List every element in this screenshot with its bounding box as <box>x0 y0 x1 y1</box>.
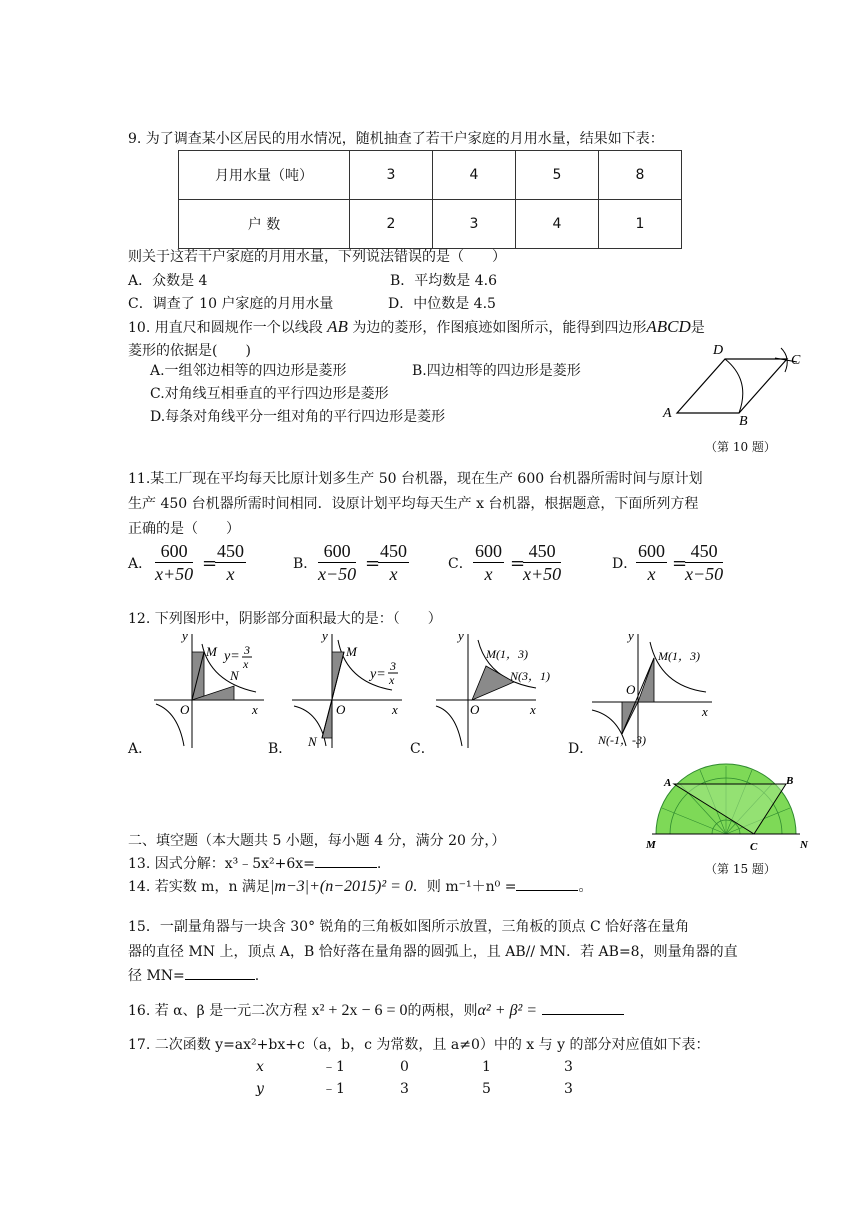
function-label: y= <box>370 667 386 682</box>
section-heading: 二、填空题（本大题共 5 小题，每小题 4 分，满分 20 分，） <box>128 833 506 849</box>
table-row <box>179 200 682 249</box>
q16-equation: x² + 2x − 6 = 0 <box>311 1002 408 1019</box>
q11-line3: 正确的是（ ） <box>128 521 240 537</box>
label-a: A <box>664 777 672 789</box>
water-usage-table <box>178 150 682 249</box>
q11-a-left-fraction <box>155 540 193 585</box>
q14-end: 。 <box>578 879 593 895</box>
q11-d-left-fraction <box>636 540 667 585</box>
point-n-label: N <box>308 734 317 749</box>
q17-x-label: x <box>256 1059 264 1075</box>
answer-blank[interactable] <box>516 890 578 891</box>
point-n-label: N(3，1) <box>510 669 550 683</box>
answer-blank[interactable] <box>185 979 255 980</box>
q9-option-a: A．众数是 4 <box>128 273 208 289</box>
q12-option-a: A． <box>128 741 153 757</box>
denominator: x−50 <box>685 564 724 584</box>
label-n: N <box>800 839 808 851</box>
q15-end: . <box>254 968 260 984</box>
q10-stem-part1: 10. 用直尺和圆规作一个以线段 <box>128 320 323 336</box>
label-b: B <box>739 414 748 429</box>
q11-c-left-fraction <box>473 540 504 585</box>
answer-blank[interactable] <box>315 867 377 868</box>
x-label: x <box>702 704 708 719</box>
q12-option-c: C． <box>410 741 435 757</box>
label-b: B <box>786 775 794 787</box>
q11-option-d-label: D． <box>612 556 638 572</box>
x-label: x <box>252 702 258 717</box>
origin-label: O <box>180 702 190 717</box>
denominator: x <box>226 564 235 584</box>
denominator: x <box>389 564 398 584</box>
label-a: A <box>663 406 672 421</box>
q10-stem-line2: 菱形的依据是( ) <box>128 343 251 359</box>
numerator: 600 <box>318 540 356 563</box>
equals-sign: = <box>672 553 688 574</box>
point-m-label: M <box>206 644 217 659</box>
q11-c-right-fraction <box>523 540 561 585</box>
q11-b-right-fraction <box>378 540 409 585</box>
protractor-figure <box>640 760 815 856</box>
q9-question: 则关于这若干户家庭的月用水量，下列说法错误的是（ ） <box>128 249 506 265</box>
q11-option-b-label: B． <box>293 556 318 572</box>
shaded-region <box>472 666 514 700</box>
q14-text-a: 14. 若实数 m，n 满足 <box>128 879 270 895</box>
q17-y-value: ﹣1 <box>322 1081 345 1097</box>
numerator: 450 <box>523 540 561 563</box>
table-cell: 1 <box>599 200 682 249</box>
q17-y-value: 5 <box>482 1081 491 1097</box>
label-c: C <box>750 841 758 853</box>
table-cell: 3 <box>350 151 433 200</box>
q11-d-right-fraction <box>685 540 723 585</box>
q11-a-right-fraction <box>215 540 246 585</box>
q17-y-value: 3 <box>400 1081 409 1097</box>
q9-option-c: C．调查了 10 户家庭的月用水量 <box>128 296 334 312</box>
table-row <box>179 151 682 200</box>
x-label: x <box>392 702 398 717</box>
equals-sign: = <box>510 553 526 574</box>
table-cell: 4 <box>516 200 599 249</box>
numerator: 600 <box>155 540 193 563</box>
q17-x-value: ﹣1 <box>322 1059 345 1075</box>
hyperbola-branch <box>436 706 462 746</box>
rhombus-abcd <box>677 359 787 413</box>
q17-stem: 17. 二次函数 y=ax²+bx+c（a，b，c 为常数，且 a≠0）中的 x 与 y 的部分对应值如下表： <box>128 1037 710 1053</box>
point-m-label: M <box>346 644 357 659</box>
q13-text: 13. 因式分解：x³﹣5x²+6x= <box>128 856 315 872</box>
numerator: 450 <box>380 541 407 561</box>
q12-option-d: D． <box>568 741 594 757</box>
y-label: y <box>322 630 328 643</box>
numerator: 600 <box>638 541 665 561</box>
q15-line3 <box>128 967 259 985</box>
denominator: x <box>484 564 493 584</box>
q17-x-value: 0 <box>400 1059 409 1075</box>
q13 <box>128 855 381 873</box>
q16-expression: α² + β² = <box>477 1002 538 1019</box>
q10-option-b: B.四边相等的四边形是菱形 <box>412 363 581 379</box>
y-label: y <box>458 630 464 643</box>
numerator: 450 <box>685 540 723 563</box>
table-cell: 8 <box>599 151 682 200</box>
point-n-label: N <box>230 668 239 683</box>
q11-option-c-label: C． <box>448 556 473 572</box>
x-label: x <box>530 702 536 717</box>
function-numerator: 3 <box>390 659 396 673</box>
function-denominator: x <box>243 657 249 671</box>
table-cell: 户 数 <box>179 200 350 249</box>
y-label: y <box>628 630 634 643</box>
q10-option-c: C.对角线互相垂直的平行四边形是菱形 <box>150 386 389 402</box>
q17-y-value: 3 <box>564 1081 573 1097</box>
q10-caption: （第 10 题） <box>705 440 776 454</box>
table-cell: 5 <box>516 151 599 200</box>
q11-option-a-label: A． <box>128 556 153 572</box>
function-denominator: x <box>389 673 395 687</box>
equals-sign: = <box>365 553 381 574</box>
q15-line3-text: 径 MN= <box>128 968 185 984</box>
graph-a <box>148 630 268 750</box>
numerator: 600 <box>475 541 502 561</box>
q15-line1: 15．一副量角器与一块含 30° 锐角的三角板如图所示放置，三角板的顶点 C 恰好落在量角 <box>128 919 690 935</box>
equals-sign: = <box>202 553 218 574</box>
point-n-label: N(-1，-3) <box>598 733 646 747</box>
q9-stem: 9. 为了调查某小区居民的用水情况，随机抽查了若干户家庭的月用水量，结果如下表： <box>128 131 664 147</box>
denominator: x+50 <box>523 564 562 584</box>
function-label: y= <box>224 649 240 664</box>
q14-text-b: ．则 m⁻¹＋n⁰ = <box>412 879 517 895</box>
q11-b-left-fraction <box>318 540 356 585</box>
y-label: y <box>182 630 188 643</box>
numerator: 450 <box>217 541 244 561</box>
q9-option-b: B．平均数是 4.6 <box>390 273 498 289</box>
q10-stem-line1 <box>128 318 705 337</box>
q9-option-d: D．中位数是 4.5 <box>388 296 496 312</box>
graph-d <box>588 630 718 750</box>
function-numerator: 3 <box>244 643 250 657</box>
q11-line1: 11.某工厂现在平均每天比原计划多生产 50 台机器，现在生产 600 台机器所需时间与原计划 <box>128 471 703 487</box>
q10-stem-part2: 为边的菱形，作图痕迹如图所示，能得到四边形 <box>352 320 647 336</box>
label-m: M <box>646 839 656 851</box>
q14-expression: |m−3|+(n−2015)² = 0 <box>269 878 413 895</box>
graph-b <box>288 630 408 750</box>
q16-text-a: 16. 若 α、β 是一元二次方程 <box>128 1003 308 1019</box>
table-cell: 4 <box>433 151 516 200</box>
graph-c <box>432 630 572 750</box>
table-cell: 3 <box>433 200 516 249</box>
q12-option-b: B． <box>268 741 293 757</box>
q13-end: . <box>376 856 382 872</box>
point-m-label: M(1，3) <box>486 647 528 661</box>
origin-label: O <box>470 702 480 717</box>
q10-option-d: D.每条对角线平分一组对角的平行四边形是菱形 <box>150 409 446 425</box>
quad-abcd: ABCD <box>646 317 691 336</box>
denominator: x <box>647 564 656 584</box>
q14 <box>128 878 592 896</box>
point-m-label: M(1，3) <box>658 649 700 663</box>
q17-x-value: 3 <box>564 1059 573 1075</box>
q16 <box>128 1002 624 1020</box>
origin-label: O <box>336 702 346 717</box>
q16-text-b: 的两根，则 <box>407 1003 478 1019</box>
label-d: D <box>713 343 724 358</box>
label-c: C <box>791 353 801 368</box>
rhombus-construction-figure <box>655 340 815 430</box>
q12-stem: 12. 下列图形中，阴影部分面积最大的是：（ ） <box>128 611 442 627</box>
q10-option-a: A.一组邻边相等的四边形是菱形 <box>150 363 347 379</box>
origin-label: O <box>626 682 636 697</box>
q17-y-label: y <box>256 1081 264 1097</box>
denominator: x+50 <box>155 564 194 584</box>
answer-blank[interactable] <box>542 1014 624 1015</box>
q15-caption: （第 15 题） <box>705 862 776 876</box>
arc-mark <box>725 359 743 413</box>
table-cell: 2 <box>350 200 433 249</box>
denominator: x−50 <box>318 564 357 584</box>
table-cell: 月用水量（吨） <box>179 151 350 200</box>
q11-line2: 生产 450 台机器所需时间相同．设原计划平均每天生产 x 台机器，根据题意，下面所列方程 <box>128 496 699 512</box>
segment-ab: AB <box>327 317 348 336</box>
q15-line2: 器的直径 MN 上，顶点 A，B 恰好落在量角器的圆弧上，且 AB// MN．若 AB=8，则量角器的直 <box>128 944 738 960</box>
q17-x-value: 1 <box>482 1059 491 1075</box>
q10-stem-part3: 是 <box>690 320 705 336</box>
